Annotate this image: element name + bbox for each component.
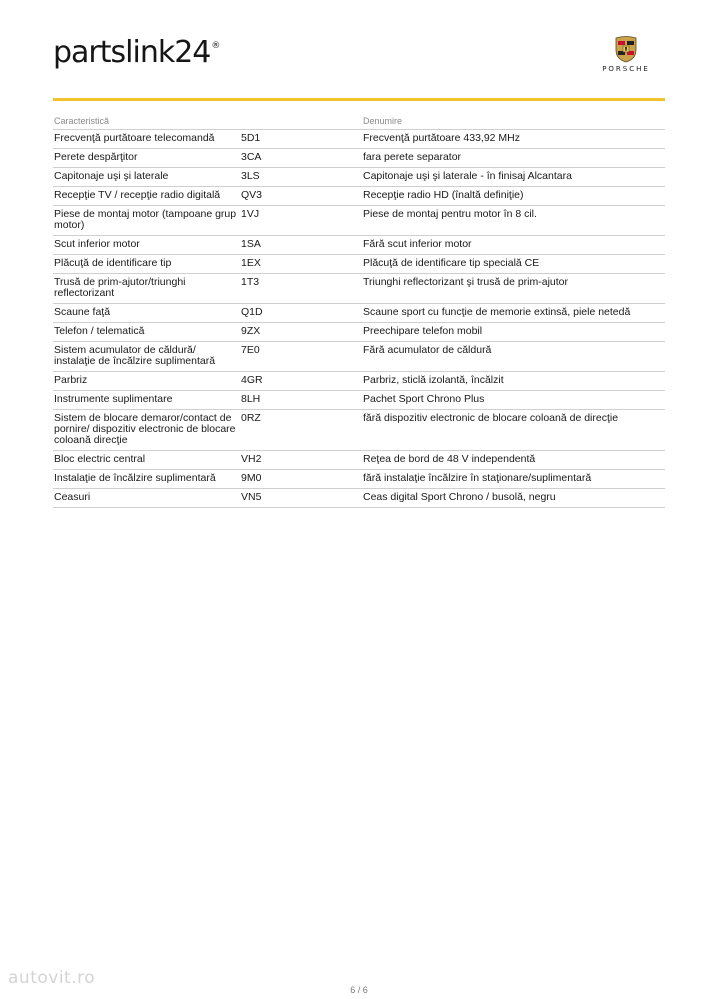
- header-accent-rule: [53, 98, 665, 101]
- cell-code: 4GR: [240, 372, 362, 391]
- cell-code: 5D1: [240, 130, 362, 149]
- brand-name: partslink24: [53, 35, 211, 70]
- cell-characteristic: Scaune faţă: [53, 304, 240, 323]
- cell-code: 9ZX: [240, 323, 362, 342]
- page-number: 6 / 6: [350, 985, 368, 995]
- porsche-wordmark: PORSCHE: [602, 65, 650, 73]
- cell-name: Triunghi reflectorizant şi trusă de prim-ajutor: [362, 274, 665, 304]
- table-row: [53, 304, 665, 323]
- cell-code: VN5: [240, 489, 362, 508]
- cell-characteristic: Instalaţie de încălzire suplimentară: [53, 470, 240, 489]
- table-header-row: [53, 115, 665, 130]
- table-row: [53, 149, 665, 168]
- registered-mark: ®: [211, 41, 220, 51]
- cell-name: Recepţie radio HD (înaltă definiţie): [362, 187, 665, 206]
- table-row: [53, 410, 665, 451]
- table-row: [53, 168, 665, 187]
- cell-name: Piese de montaj pentru motor în 8 cil.: [362, 206, 665, 236]
- table-row: [53, 372, 665, 391]
- cell-code: 7E0: [240, 342, 362, 372]
- cell-code: 3LS: [240, 168, 362, 187]
- table-row: [53, 489, 665, 508]
- cell-code: QV3: [240, 187, 362, 206]
- table-row: [53, 187, 665, 206]
- equipment-table: [53, 115, 665, 508]
- cell-name: Plăcuţă de identificare tip specială CE: [362, 255, 665, 274]
- cell-characteristic: Plăcuţă de identificare tip: [53, 255, 240, 274]
- cell-characteristic: Sistem acumulator de căldură/ instalaţie de încălzire suplimentară: [53, 342, 240, 372]
- watermark: autovit.ro: [8, 968, 96, 988]
- table-body: [53, 130, 665, 508]
- cell-name: fără dispozitiv electronic de blocare coloană de direcţie: [362, 410, 665, 451]
- cell-name: Fără scut inferior motor: [362, 236, 665, 255]
- cell-code: 3CA: [240, 149, 362, 168]
- partslink24-logo: [53, 35, 220, 70]
- porsche-crest-icon: [615, 36, 637, 63]
- cell-characteristic: Frecvenţă purtătoare telecomandă: [53, 130, 240, 149]
- cell-characteristic: Parbriz: [53, 372, 240, 391]
- table-row: [53, 130, 665, 149]
- cell-characteristic: Recepţie TV / recepţie radio digitală: [53, 187, 240, 206]
- cell-code: 1VJ: [240, 206, 362, 236]
- table-row: [53, 342, 665, 372]
- cell-code: 8LH: [240, 391, 362, 410]
- cell-name: fără instalaţie încălzire în staţionare/suplimentară: [362, 470, 665, 489]
- table-row: [53, 255, 665, 274]
- cell-name: Scaune sport cu funcţie de memorie extinsă, piele netedă: [362, 304, 665, 323]
- table-row: [53, 451, 665, 470]
- table-row: [53, 274, 665, 304]
- table-row: [53, 236, 665, 255]
- column-header-characteristic: Caracteristică: [53, 115, 240, 130]
- cell-characteristic: Instrumente suplimentare: [53, 391, 240, 410]
- cell-name: Fără acumulator de căldură: [362, 342, 665, 372]
- table-row: [53, 470, 665, 489]
- cell-characteristic: Ceasuri: [53, 489, 240, 508]
- cell-name: Reţea de bord de 48 V independentă: [362, 451, 665, 470]
- cell-name: Frecvenţă purtătoare 433,92 MHz: [362, 130, 665, 149]
- cell-name: fara perete separator: [362, 149, 665, 168]
- cell-code: Q1D: [240, 304, 362, 323]
- cell-characteristic: Telefon / telematică: [53, 323, 240, 342]
- table-row: [53, 323, 665, 342]
- cell-name: Capitonaje uşi şi laterale - în finisaj Alcantara: [362, 168, 665, 187]
- column-header-name: Denumire: [362, 115, 665, 130]
- cell-code: 1EX: [240, 255, 362, 274]
- cell-characteristic: Piese de montaj motor (tampoane grup motor): [53, 206, 240, 236]
- page-header: [0, 0, 718, 100]
- cell-characteristic: Scut inferior motor: [53, 236, 240, 255]
- cell-characteristic: Bloc electric central: [53, 451, 240, 470]
- cell-code: VH2: [240, 451, 362, 470]
- column-header-code: [240, 115, 362, 130]
- cell-characteristic: Perete despărţitor: [53, 149, 240, 168]
- cell-characteristic: Sistem de blocare demaror/contact de pornire/ dispozitiv electronic de blocare coloană direcţie: [53, 410, 240, 451]
- cell-code: 1SA: [240, 236, 362, 255]
- cell-code: 0RZ: [240, 410, 362, 451]
- porsche-logo: [588, 36, 664, 73]
- cell-name: Parbriz, sticlă izolantă, încălzit: [362, 372, 665, 391]
- cell-name: Ceas digital Sport Chrono / busolă, negru: [362, 489, 665, 508]
- cell-code: 9M0: [240, 470, 362, 489]
- table-row: [53, 391, 665, 410]
- cell-characteristic: Capitonaje uşi şi laterale: [53, 168, 240, 187]
- cell-characteristic: Trusă de prim-ajutor/triunghi reflectorizant: [53, 274, 240, 304]
- table-row: [53, 206, 665, 236]
- cell-name: Pachet Sport Chrono Plus: [362, 391, 665, 410]
- cell-name: Preechipare telefon mobil: [362, 323, 665, 342]
- cell-code: 1T3: [240, 274, 362, 304]
